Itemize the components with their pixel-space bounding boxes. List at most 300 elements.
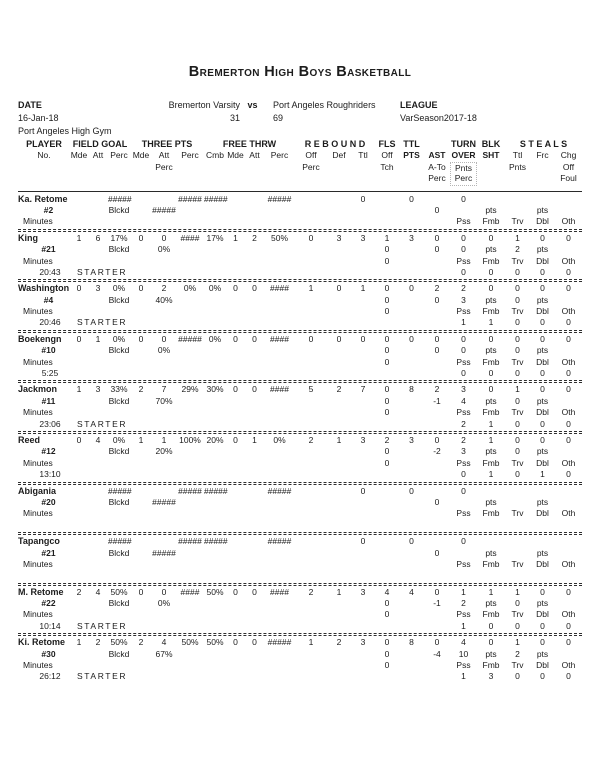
assists: 0 <box>434 586 440 597</box>
minutes-label: Minutes <box>23 457 53 468</box>
page-title: Bremerton High Boys Basketball <box>188 64 412 80</box>
date-label: DATE <box>18 100 42 110</box>
minutes-label: Minutes <box>23 255 53 266</box>
steals-chg: 0 <box>566 232 571 243</box>
turnover-points: 3 <box>461 446 466 457</box>
tp-att <box>152 536 176 547</box>
col-stl-ttl: Ttl <box>512 150 523 161</box>
blocked-label: Blckd <box>108 648 130 659</box>
tp-made <box>130 486 152 497</box>
steals-chg: 0 <box>566 586 571 597</box>
assist-to-ratio: -2 <box>433 446 441 457</box>
oth-value: 0 <box>566 671 571 682</box>
col-total: TTL <box>403 139 420 149</box>
steal-points: 0 <box>515 294 520 305</box>
player-stat-row-minutes <box>18 216 582 227</box>
col-fouls: FLS <box>378 139 396 149</box>
player-stat-row-main <box>18 587 582 598</box>
block-separator <box>18 330 582 333</box>
fouls-tch <box>375 548 399 559</box>
blocked-pts-label: pts <box>485 294 497 305</box>
blocked-perc: 40% <box>155 294 173 305</box>
dbl-label: Dbl <box>536 660 549 671</box>
dbl-label: Dbl <box>536 457 549 468</box>
block-separator <box>18 279 582 282</box>
oth-label: Oth <box>561 660 576 671</box>
table-header <box>18 139 582 192</box>
assist-to-ratio: 0 <box>434 547 440 558</box>
ft-perc: ##### <box>267 536 292 547</box>
ft-made: 0 <box>233 283 238 294</box>
player-stat-row-second <box>18 598 582 609</box>
tp-made: 0 <box>138 333 144 344</box>
dbl-value: 0 <box>540 418 545 429</box>
fg-made <box>70 194 88 205</box>
points: 0 <box>409 536 414 547</box>
trv-value: 0 <box>515 671 520 682</box>
player-number: #22 <box>41 598 56 609</box>
fg-att <box>88 486 108 497</box>
turnover-points <box>450 548 477 559</box>
player-stat-row-minutes <box>18 508 582 519</box>
col-ast-perc: Perc <box>428 173 446 184</box>
col-over-pnts: Pnts <box>450 162 477 174</box>
dbl-label: Dbl <box>536 216 549 227</box>
fouls-extra: 0 <box>384 660 390 671</box>
stats-table <box>18 139 582 683</box>
steal-pts-label: pts <box>536 294 549 305</box>
oth-label: Oth <box>561 609 576 620</box>
game-info-row2 <box>18 112 582 125</box>
pss-value: 0 <box>461 469 466 480</box>
ft-att <box>245 536 264 547</box>
player-stat-row-second <box>18 649 582 660</box>
tp-att: 1 <box>161 434 167 445</box>
turnovers: 0 <box>461 485 466 496</box>
reb-off: 0 <box>308 232 314 243</box>
dbl-value: 1 <box>540 469 545 480</box>
player-number: #30 <box>41 648 56 659</box>
col-steals: S T E A L S <box>519 139 568 149</box>
trv-label: Trv <box>511 457 524 468</box>
steals-ttl <box>505 194 530 205</box>
turnovers: 0 <box>461 232 466 243</box>
turnover-points: 0 <box>461 244 466 255</box>
blocked-label: Blckd <box>108 345 130 356</box>
tp-perc: 50% <box>181 637 199 648</box>
trv-label: Trv <box>511 508 524 519</box>
blocked-pts-label: pts <box>485 345 497 356</box>
fmb-value: 0 <box>488 620 494 631</box>
steals-frc: 0 <box>540 434 545 445</box>
blocked-perc: 20% <box>155 446 173 457</box>
oth-label: Oth <box>561 407 576 418</box>
tp-made: 2 <box>138 637 144 648</box>
reb-ttl: 3 <box>360 637 366 648</box>
reb-off <box>295 194 327 205</box>
game-info-row1 <box>18 99 582 112</box>
starter-tag: STARTER <box>77 671 128 682</box>
turnover-points: 10 <box>458 648 469 659</box>
col-3p-made: Mde <box>132 150 150 161</box>
points: 4 <box>409 586 414 597</box>
reb-ttl: 7 <box>360 384 366 395</box>
tp-made: 0 <box>138 232 144 243</box>
col-reb-def: Def <box>332 150 346 161</box>
col-ft-att: Att <box>249 150 260 161</box>
pss-value <box>450 520 477 531</box>
fouls-tch: 0 <box>384 345 390 356</box>
pss-value: 1 <box>461 620 466 631</box>
player-stat-row-main <box>18 435 582 446</box>
tp-cmb: 50% <box>206 586 224 597</box>
time-played: 26:12 <box>39 671 61 682</box>
fouls-off: 4 <box>384 586 390 597</box>
dbl-value: 0 <box>540 368 545 379</box>
tp-made: 0 <box>138 283 144 294</box>
col-ast: AST <box>428 150 446 161</box>
minutes-label: Minutes <box>23 609 53 620</box>
ft-made: 0 <box>233 434 238 445</box>
blocked-perc: 67% <box>155 648 173 659</box>
ft-perc: 0% <box>273 434 286 445</box>
fg-att: 1 <box>95 333 101 344</box>
ft-made: 0 <box>233 333 238 344</box>
blocked-pts-label: pts <box>485 204 497 215</box>
fg-att <box>88 536 108 547</box>
trv-value: 0 <box>515 266 520 277</box>
steals-chg: 0 <box>566 434 571 445</box>
fouls-off <box>375 536 399 547</box>
player-block <box>18 486 582 536</box>
time-played: 13:10 <box>39 469 61 480</box>
col-chg-foul: Foul <box>560 173 577 184</box>
ft-made <box>226 194 245 205</box>
minutes-label: Minutes <box>23 306 53 317</box>
block-separator <box>18 482 582 485</box>
blocked-perc: ##### <box>152 547 176 558</box>
player-block <box>18 637 582 683</box>
blocked-shots: 0 <box>488 283 494 294</box>
ft-made <box>226 536 245 547</box>
steal-points: 2 <box>515 244 520 255</box>
steals-chg <box>555 194 582 205</box>
player-name: Reed <box>18 434 41 445</box>
pss-label: Pss <box>456 660 471 671</box>
home-team: Bremerton Varsity <box>168 100 240 110</box>
player-stat-row-minutes <box>18 458 582 469</box>
oth-label: Oth <box>561 508 576 519</box>
player-number: #2 <box>43 204 54 215</box>
tp-att: 4 <box>161 637 167 648</box>
league-label: LEAGUE <box>400 100 438 110</box>
header-sub-row1 <box>18 150 582 161</box>
fouls-off <box>375 486 399 497</box>
fg-att: 3 <box>95 283 101 294</box>
starter-tag: STARTER <box>77 317 128 328</box>
assist-to-ratio: 0 <box>434 244 440 255</box>
time-played <box>18 570 70 581</box>
away-team: Port Angeles Roughriders <box>273 100 376 110</box>
fg-att: 4 <box>95 586 101 597</box>
col-fg-perc: Perc <box>110 150 128 161</box>
player-stat-row-second <box>18 548 582 559</box>
dbl-value: 0 <box>540 266 545 277</box>
player-stat-row-time <box>18 368 582 379</box>
steals-frc: 0 <box>540 586 545 597</box>
starter-tag <box>70 368 176 379</box>
player-stat-row-minutes <box>18 357 582 368</box>
minutes-label: Minutes <box>23 356 53 367</box>
fouls-tch <box>375 497 399 508</box>
dbl-label: Dbl <box>536 407 549 418</box>
player-stat-row-second <box>18 345 582 356</box>
tp-cmb: 30% <box>206 384 224 395</box>
reb-ttl: 3 <box>360 586 366 597</box>
trv-value <box>505 520 530 531</box>
assist-to-ratio: 0 <box>434 204 440 215</box>
fg-made: 0 <box>76 333 82 344</box>
block-separator <box>18 431 582 434</box>
tp-perc: ##### <box>178 333 202 344</box>
col-field-goal: FIELD GOAL <box>72 139 128 149</box>
steals-chg: 0 <box>566 637 571 648</box>
oth-label: Oth <box>561 216 576 227</box>
player-name: Ki. Retome <box>18 637 66 648</box>
time-played: 23:06 <box>39 418 61 429</box>
reb-ttl: 0 <box>360 333 366 344</box>
time-played: 20:46 <box>39 317 61 328</box>
col-3p-perc: Perc <box>181 150 199 161</box>
player-stat-row-second <box>18 446 582 457</box>
player-stat-row-time <box>18 621 582 632</box>
fg-perc: 17% <box>110 232 128 243</box>
ft-made: 0 <box>233 586 238 597</box>
assists: 0 <box>434 434 440 445</box>
block-separator <box>18 229 582 232</box>
turnovers: 2 <box>461 434 466 445</box>
steal-pts-label: pts <box>536 598 549 609</box>
steals-frc <box>530 536 555 547</box>
player-blocks <box>18 194 582 683</box>
pss-label: Pss <box>456 508 471 519</box>
fmb-label: Fmb <box>482 356 500 367</box>
blocked-shots: 1 <box>488 586 494 597</box>
fouls-tch: 0 <box>384 648 390 659</box>
ft-att: 1 <box>252 434 257 445</box>
fouls-off: 0 <box>384 283 390 294</box>
steals-ttl <box>505 536 530 547</box>
tp-perc: 100% <box>179 434 201 445</box>
player-name: Tapangco <box>18 536 60 547</box>
starter-tag <box>70 570 176 581</box>
trv-value: 0 <box>515 368 520 379</box>
assists: 2 <box>434 283 440 294</box>
pss-value: 2 <box>461 418 466 429</box>
blocked-label: Blckd <box>108 395 130 406</box>
dbl-label: Dbl <box>536 609 549 620</box>
col-stl-chg: Chg <box>560 150 577 161</box>
turnover-points: 3 <box>461 294 466 305</box>
blocked-shots <box>477 536 505 547</box>
points: 8 <box>409 637 414 648</box>
trv-value <box>505 570 530 581</box>
reb-def <box>327 194 351 205</box>
player-block <box>18 435 582 485</box>
steal-points: 0 <box>515 446 520 457</box>
oth-value <box>555 570 582 581</box>
oth-label: Oth <box>561 356 576 367</box>
blocked-label: Blckd <box>108 244 130 255</box>
fouls-extra: 0 <box>384 356 390 367</box>
pss-label: Pss <box>456 407 471 418</box>
fouls-extra <box>375 559 399 570</box>
player-number: #20 <box>41 496 56 507</box>
player-block <box>18 536 582 586</box>
tp-made: 1 <box>138 434 144 445</box>
fouls-off: 0 <box>384 384 390 395</box>
dbl-value <box>530 570 555 581</box>
fouls-off <box>375 194 399 205</box>
trv-value: 0 <box>515 469 520 480</box>
player-block <box>18 233 582 283</box>
player-name: Boekengn <box>18 333 62 344</box>
assist-to-ratio: 0 <box>434 345 440 356</box>
fg-perc: 33% <box>110 384 128 395</box>
turnover-points: 4 <box>461 395 466 406</box>
col-no: No. <box>37 150 51 161</box>
blocked-shots: 0 <box>488 637 494 648</box>
steal-points <box>505 205 530 216</box>
player-stat-row-time <box>18 520 582 531</box>
tp-cmb: 20% <box>206 434 224 445</box>
assist-to-ratio: 0 <box>434 496 440 507</box>
blocked-pts-label: pts <box>485 648 497 659</box>
trv-label: Trv <box>511 306 524 317</box>
fg-made: 1 <box>76 384 82 395</box>
steal-points: 0 <box>515 395 520 406</box>
blocked-perc: 0% <box>157 598 171 609</box>
reb-ttl: 0 <box>360 485 366 496</box>
oth-value: 0 <box>566 469 571 480</box>
trv-label: Trv <box>511 216 524 227</box>
assist-to-ratio: -1 <box>433 598 441 609</box>
tp-cmb: 50% <box>206 637 224 648</box>
block-separator <box>18 633 582 636</box>
steal-points: 0 <box>515 345 520 356</box>
player-stat-row-second <box>18 396 582 407</box>
ft-made: 1 <box>233 232 238 243</box>
pss-value <box>450 570 477 581</box>
steals-ttl: 1 <box>515 232 520 243</box>
fg-made: 2 <box>76 586 82 597</box>
time-played: 20:43 <box>39 266 61 277</box>
col-pts: PTS <box>403 150 420 161</box>
reb-def: 0 <box>336 333 342 344</box>
turnovers: 4 <box>461 637 466 648</box>
col-player: PLAYER <box>26 139 62 149</box>
turnovers: 0 <box>461 193 466 204</box>
header-groups-row <box>18 139 582 150</box>
dbl-label: Dbl <box>536 306 549 317</box>
starter-tag: STARTER <box>77 418 128 429</box>
fmb-label: Fmb <box>482 457 500 468</box>
pss-label: Pss <box>456 457 471 468</box>
reb-def: 2 <box>336 384 342 395</box>
vs-label: vs <box>247 100 258 110</box>
game-info <box>18 99 582 138</box>
steal-pts-label: pts <box>536 446 549 457</box>
ft-att: 0 <box>252 637 257 648</box>
steals-chg <box>555 536 582 547</box>
fmb-label: Fmb <box>482 216 500 227</box>
fouls-tch: 0 <box>384 294 390 305</box>
fg-perc: ##### <box>108 485 132 496</box>
header-sub-row2 <box>18 162 582 173</box>
reb-off <box>295 536 327 547</box>
assist-to-ratio: -4 <box>433 648 441 659</box>
away-score: 69 <box>273 113 284 123</box>
fmb-label: Fmb <box>482 255 500 266</box>
minutes-label: Minutes <box>23 558 53 569</box>
tp-cmb: 0% <box>208 283 222 294</box>
ft-perc: #### <box>270 333 289 344</box>
blocked-label: Blckd <box>108 547 130 558</box>
assists <box>424 194 450 205</box>
blocked-perc: 0% <box>157 244 171 255</box>
player-stat-row-minutes <box>18 609 582 620</box>
player-name: Abigania <box>18 485 57 496</box>
player-number: #21 <box>41 547 56 558</box>
ft-att: 2 <box>252 232 257 243</box>
ft-perc: #### <box>270 283 289 294</box>
col-chg-off: Off <box>562 161 575 172</box>
ft-made <box>226 486 245 497</box>
player-stat-row-second <box>18 295 582 306</box>
tp-att <box>152 486 176 497</box>
trv-label: Trv <box>511 609 524 620</box>
fouls-off: 2 <box>384 434 390 445</box>
oth-label: Oth <box>561 457 576 468</box>
player-stat-row-main <box>18 283 582 294</box>
tp-made <box>130 194 152 205</box>
col-blocked: BLK <box>481 139 501 149</box>
steal-points <box>505 497 530 508</box>
reb-ttl: 0 <box>360 536 366 547</box>
steals-frc <box>530 194 555 205</box>
pss-value: 1 <box>461 317 466 328</box>
fmb-label: Fmb <box>482 407 500 418</box>
reb-off: 1 <box>308 637 314 648</box>
player-stat-row-time <box>18 469 582 480</box>
fg-perc: 0% <box>112 283 126 294</box>
fg-made <box>70 486 88 497</box>
pss-value: 0 <box>461 266 466 277</box>
player-stat-row-main <box>18 334 582 345</box>
fg-made: 0 <box>76 283 82 294</box>
turnover-points: 0 <box>461 345 466 356</box>
reb-def: 1 <box>336 434 342 445</box>
fouls-extra: 0 <box>384 407 390 418</box>
blocked-label: Blckd <box>108 598 130 609</box>
player-stat-row-minutes <box>18 660 582 671</box>
fouls-tch <box>375 205 399 216</box>
tp-made: 0 <box>138 586 144 597</box>
player-number: #4 <box>43 294 54 305</box>
turnover-points <box>450 205 477 216</box>
col-three-pts: THREE PTS <box>141 139 193 149</box>
col-reb-ttl: Ttl <box>358 150 368 161</box>
